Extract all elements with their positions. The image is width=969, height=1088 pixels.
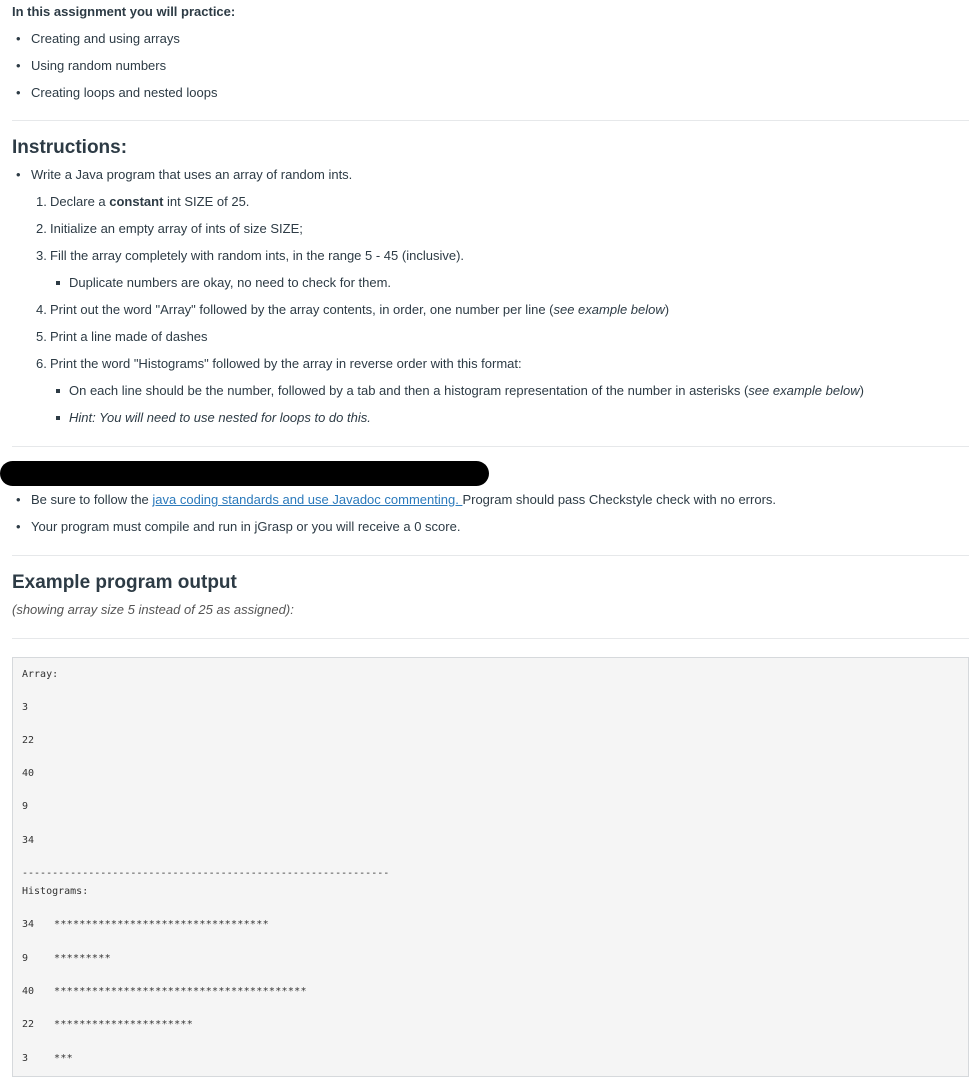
example-heading: Example program output [12, 572, 237, 593]
divider [12, 446, 969, 447]
instructions-list [0, 166, 352, 193]
step-text: Print the word "Histograms" followed by the array in reverse order with this format: [50, 356, 522, 371]
intro-heading: In this assignment you will practice: [12, 4, 236, 19]
step-number: 4. [36, 302, 47, 317]
histograms-label: Histograms: [22, 886, 89, 897]
list-item: • Creating loops and nested loops [0, 84, 217, 111]
redaction-bar [0, 461, 489, 486]
sub-text: ) [859, 383, 864, 398]
step-text: Print out the word "Array" followed by the array contents, in order, one number per line ( [50, 302, 554, 317]
sub-item [0, 409, 864, 436]
req-text: Be sure to follow the [31, 492, 153, 507]
divider [12, 120, 969, 121]
histogram-bar: ********************** [54, 1019, 194, 1030]
step-item [0, 355, 669, 382]
array-value: 34 [22, 835, 35, 846]
list-item: • Creating and using arrays [0, 30, 217, 57]
divider [12, 555, 969, 556]
sub-item: Duplicate numbers are okay, no need to check for them. [0, 274, 391, 301]
step-text: Print a line made of dashes [50, 329, 208, 344]
step-number: 5. [36, 329, 47, 344]
sub-italic: see example below [748, 383, 860, 398]
step-item [0, 193, 464, 220]
step-text: Declare a [50, 194, 110, 209]
step-bold: constant [109, 194, 164, 209]
step-text: ) [664, 302, 670, 317]
step-italic: see example below [553, 302, 665, 317]
step-item [0, 247, 464, 274]
req-text: Program should pass Checkstyle check with no errors. [462, 492, 777, 507]
dash-line: ------------------------------------------------------------- [22, 868, 390, 879]
histogram-bar: ********* [54, 953, 111, 964]
step-text: int SIZE of 25. [163, 194, 250, 209]
array-label: Array: [22, 669, 59, 680]
sub-text: On each line should be the number, followed by a tab and then a histogram representation of the number in asterisks ( [69, 383, 749, 398]
step-item [0, 328, 669, 355]
array-value: 9 [22, 801, 29, 812]
step-number: 6. [36, 356, 47, 371]
step-number: 3. [36, 248, 47, 263]
histogram-bar: ********************************** [54, 919, 269, 930]
histogram-bar: *** [54, 1053, 73, 1064]
sub-item [0, 382, 864, 409]
step-item [0, 220, 464, 247]
array-value: 22 [22, 735, 35, 746]
intro-list [0, 30, 217, 111]
coding-standards-link[interactable]: java coding standards and use Javadoc commenting. [152, 492, 463, 507]
array-value: 3 [22, 702, 29, 713]
histogram-number: 34 [22, 919, 35, 930]
example-output-block [12, 657, 969, 1077]
steps-list-continued [0, 301, 669, 382]
step-number: 1. [36, 194, 47, 209]
histogram-number: 40 [22, 986, 35, 997]
instructions-heading: Instructions: [12, 137, 128, 158]
step-item [0, 301, 669, 328]
array-value: 40 [22, 768, 35, 779]
list-item: • Using random numbers [0, 57, 217, 84]
histogram-number: 9 [22, 953, 29, 964]
step3-sublist [0, 274, 391, 301]
histogram-number: 3 [22, 1053, 29, 1064]
histogram-number: 22 [22, 1019, 35, 1030]
histogram-bar: **************************************** [54, 986, 307, 997]
list-item: • Your program must compile and run in jGrasp or you will receive a 0 score. [0, 518, 776, 545]
requirements-list [0, 491, 776, 545]
step-text: Initialize an empty array of ints of size SIZE; [50, 221, 303, 236]
hint-text: Hint: You will need to use nested for loops to do this. [69, 410, 371, 425]
list-item: • Write a Java program that uses an array of random ints. [0, 166, 352, 193]
step6-sublist [0, 382, 864, 436]
step-text: Fill the array completely with random ints, in the range 5 - 45 (inclusive). [50, 248, 465, 263]
list-item [0, 491, 776, 518]
step-number: 2. [36, 221, 47, 236]
example-subtitle: (showing array size 5 instead of 25 as assigned): [12, 602, 294, 617]
divider [12, 638, 969, 639]
steps-list [0, 193, 464, 274]
